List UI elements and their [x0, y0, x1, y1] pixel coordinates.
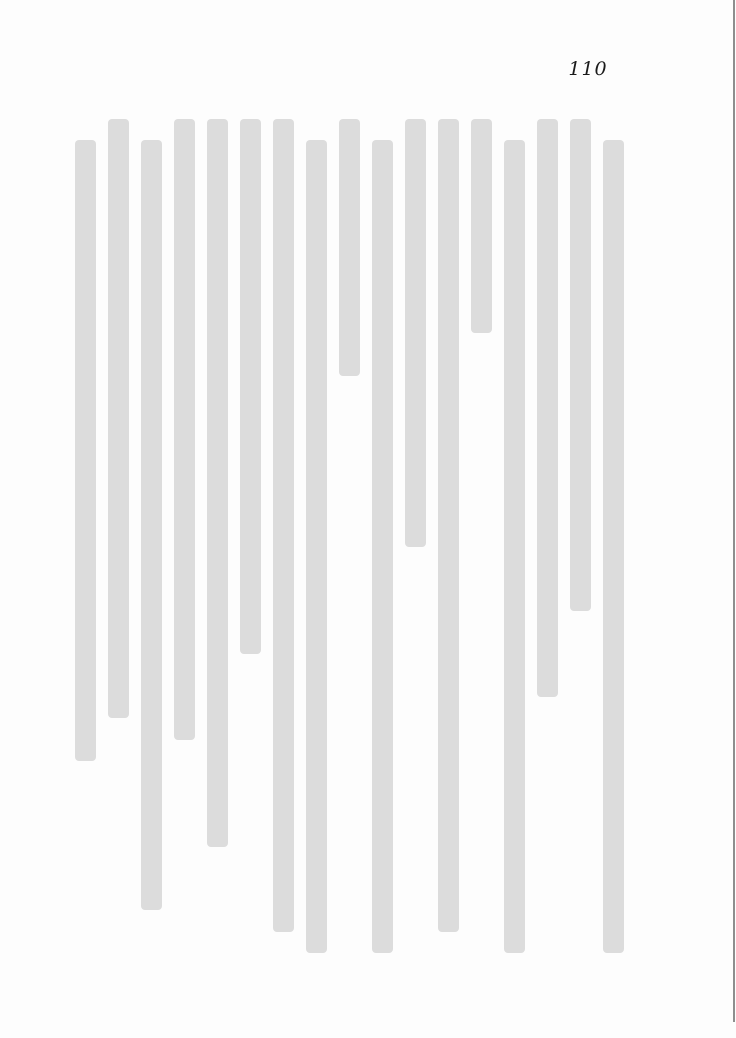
redacted-text-column [174, 119, 195, 740]
scan-edge-line [733, 0, 735, 1022]
redacted-text-column [603, 140, 624, 953]
redacted-text-column [207, 119, 228, 847]
redacted-text-column [306, 140, 327, 953]
redacted-text-column [240, 119, 261, 654]
redacted-text-column [141, 140, 162, 910]
redacted-text-column [504, 140, 525, 953]
redacted-text-column [570, 119, 591, 611]
redacted-text-column [273, 119, 294, 932]
redacted-text-column [75, 140, 96, 761]
redacted-text-column [438, 119, 459, 932]
redacted-text-column [108, 119, 129, 718]
page-number: 110 [568, 58, 608, 80]
redacted-text-column [372, 140, 393, 953]
redacted-text-column [537, 119, 558, 697]
redacted-text-column [471, 119, 492, 333]
page-text-columns-redacted [69, 119, 630, 937]
redacted-text-column [405, 119, 426, 547]
redacted-text-column [339, 119, 360, 376]
